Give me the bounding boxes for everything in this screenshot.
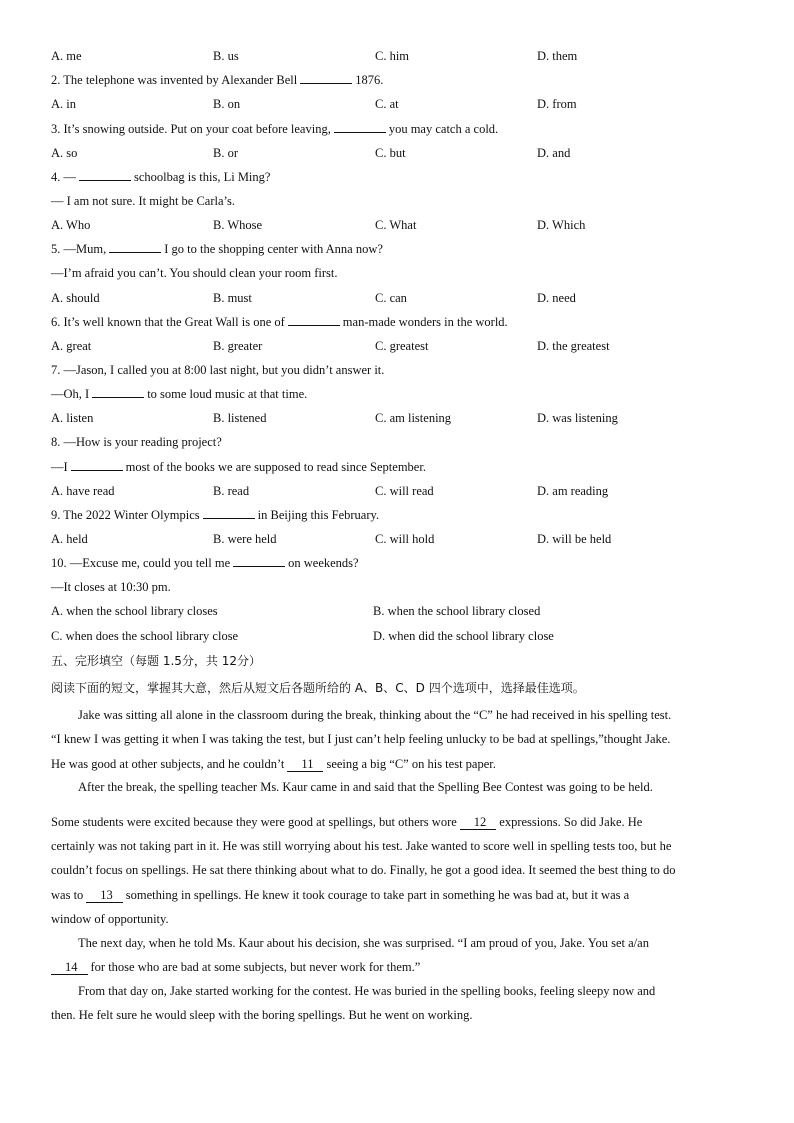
passage-text: for those who are bad at some subjects, but never work for them.” <box>90 960 421 974</box>
q5-blank <box>109 241 161 253</box>
q2-option-a: A. in <box>51 97 76 111</box>
q9-option-d: D. will be held <box>537 532 612 546</box>
q3-option-a: A. so <box>51 146 78 160</box>
q1-option-b: B. us <box>213 49 239 63</box>
q4-text: 4. — <box>51 170 76 184</box>
section-instruction: 阅读下面的短文，掌握其大意，然后从短文后各题所给的 A、B、C、D 四个选项中，选择最佳选项。 <box>51 681 585 695</box>
passage-text: Some students were excited because they were good at spellings, but others wore <box>51 815 457 829</box>
q2-blank <box>300 72 352 84</box>
q9-blank <box>203 507 255 519</box>
passage-p2-line6: window of opportunity. <box>51 912 169 926</box>
q5-text: 5. —Mum, <box>51 242 107 256</box>
q9-option-a: A. held <box>51 532 88 546</box>
blank-14: 14 <box>51 961 88 975</box>
q5-option-d: D. need <box>537 291 576 305</box>
passage-p4-line1: From that day on, Jake started working for the contest. He was buried in the spelling books, feeling sleepy now and <box>78 984 656 998</box>
q2-option-d: D. from <box>537 97 577 111</box>
q6-option-a: A. great <box>51 339 92 353</box>
passage-p4-line2: then. He felt sure he would sleep with the boring spellings. But he went on working. <box>51 1008 473 1022</box>
q4-option-b: B. Whose <box>213 218 263 232</box>
q9-option-b: B. were held <box>213 532 277 546</box>
q10-reply: —It closes at 10:30 pm. <box>51 580 171 594</box>
q8-reply <box>51 459 426 475</box>
q3-option-c: C. but <box>375 146 406 160</box>
q2-text-after: 1876. <box>355 73 384 87</box>
q2-text: 2. The telephone was invented by Alexander Bell <box>51 73 298 87</box>
q2-option-b: B. on <box>213 97 241 111</box>
q2-stem <box>51 72 383 88</box>
q9-text: 9. The 2022 Winter Olympics <box>51 508 200 522</box>
passage-p2-line4: couldn’t focus on spellings. He sat there thinking about what to do. Finally, he got a good idea. It seemed the best thing to do <box>51 863 676 877</box>
q7-stem: 7. —Jason, I called you at 8:00 last night, but you didn’t answer it. <box>51 363 385 377</box>
passage-p1-line2: “I knew I was getting it when I was taking the test, but I just can’t help feeling unlucky to be bad at spellings,”thought Jake. <box>51 732 671 746</box>
q4-reply: — I am not sure. It might be Carla’s. <box>51 194 235 208</box>
q4-option-d: D. Which <box>537 218 586 232</box>
passage-p2-line5 <box>51 887 755 903</box>
blank-11: 11 <box>287 758 323 772</box>
blank-13: 13 <box>86 889 123 903</box>
q8-stem: 8. —How is your reading project? <box>51 435 222 449</box>
passage-p2-line3: certainly was not taking part in it. He was still worrying about his test. Jake wanted to score well in spelling tests too, but he <box>51 839 672 853</box>
q6-text: 6. It’s well known that the Great Wall is one of <box>51 315 285 329</box>
q6-option-b: B. greater <box>213 339 263 353</box>
passage-text: was to <box>51 888 84 902</box>
q8-option-a: A. have read <box>51 484 115 498</box>
q4-stem <box>51 169 270 185</box>
q1-option-a: A. me <box>51 49 82 63</box>
q7-text: —Oh, I <box>51 387 90 401</box>
q8-text-after: most of the books we are supposed to read since September. <box>125 460 426 474</box>
q10-option-c: C. when does the school library close <box>51 629 239 643</box>
q5-option-c: C. can <box>375 291 407 305</box>
q10-stem <box>51 555 359 571</box>
q6-text-after: man-made wonders in the world. <box>342 315 508 329</box>
q5-reply: —I’m afraid you can’t. You should clean your room first. <box>51 266 338 280</box>
passage-p2-line1: After the break, the spelling teacher Ms. Kaur came in and said that the Spelling Bee Contest was going to be held. <box>78 780 653 794</box>
q7-blank <box>92 386 144 398</box>
q7-option-c: C. am listening <box>375 411 452 425</box>
q4-option-c: C. What <box>375 218 417 232</box>
passage-p1-line1: Jake was sitting all alone in the classroom during the break, thinking about the “C” he had received in his spelling test. <box>78 708 672 722</box>
q9-text-after: in Beijing this February. <box>257 508 380 522</box>
q10-option-a: A. when the school library closes <box>51 604 218 618</box>
q10-option-b: B. when the school library closed <box>373 604 541 618</box>
q8-option-b: B. read <box>213 484 250 498</box>
q8-option-c: C. will read <box>375 484 434 498</box>
q3-text: 3. It’s snowing outside. Put on your coat before leaving, <box>51 122 331 136</box>
passage-text: expressions. So did Jake. He <box>499 815 643 829</box>
q8-option-d: D. am reading <box>537 484 609 498</box>
passage-p2-line2 <box>51 814 755 830</box>
passage-p1-line3 <box>51 756 755 772</box>
blank-12: 12 <box>460 816 497 830</box>
q5-option-b: B. must <box>213 291 252 305</box>
q7-option-d: D. was listening <box>537 411 618 425</box>
q8-text: —I <box>51 460 68 474</box>
q1-option-c: C. him <box>375 49 410 63</box>
q5-text-after: I go to the shopping center with Anna now? <box>164 242 383 256</box>
passage-text: something in spellings. He knew it took courage to take part in something he was bad at, but it was a <box>125 888 630 902</box>
q10-option-d: D. when did the school library close <box>373 629 554 643</box>
q3-option-b: B. or <box>213 146 238 160</box>
q7-text-after: to some loud music at that time. <box>147 387 308 401</box>
q8-blank <box>71 459 123 471</box>
passage-text: seeing a big “C” on his test paper. <box>326 757 496 771</box>
q4-text-after: schoolbag is this, Li Ming? <box>134 170 271 184</box>
q10-blank <box>233 555 285 567</box>
q6-option-c: C. greatest <box>375 339 429 353</box>
q6-option-d: D. the greatest <box>537 339 610 353</box>
q3-blank <box>334 121 386 133</box>
q10-text: 10. —Excuse me, could you tell me <box>51 556 231 570</box>
q1-option-d: D. them <box>537 49 578 63</box>
passage-p3-line1: The next day, when he told Ms. Kaur about his decision, she was surprised. “I am proud of you, Jake. You set a/an <box>78 936 649 950</box>
q2-option-c: C. at <box>375 97 399 111</box>
q6-stem <box>51 314 508 330</box>
q9-stem <box>51 507 379 523</box>
q4-blank <box>79 169 131 181</box>
q5-stem <box>51 241 383 257</box>
q7-reply <box>51 386 307 402</box>
section-title: 五、完形填空（每题 1.5分，共 12分） <box>51 654 261 668</box>
q3-text-after: you may catch a cold. <box>388 122 499 136</box>
q5-option-a: A. should <box>51 291 100 305</box>
passage-p3-line2 <box>51 959 755 975</box>
q3-option-d: D. and <box>537 146 571 160</box>
q9-option-c: C. will hold <box>375 532 435 546</box>
q6-blank <box>288 314 340 326</box>
q4-option-a: A. Who <box>51 218 91 232</box>
q7-option-b: B. listened <box>213 411 267 425</box>
q3-stem <box>51 121 498 137</box>
q10-text-after: on weekends? <box>288 556 359 570</box>
passage-text: He was good at other subjects, and he couldn’t <box>51 757 285 771</box>
q7-option-a: A. listen <box>51 411 94 425</box>
